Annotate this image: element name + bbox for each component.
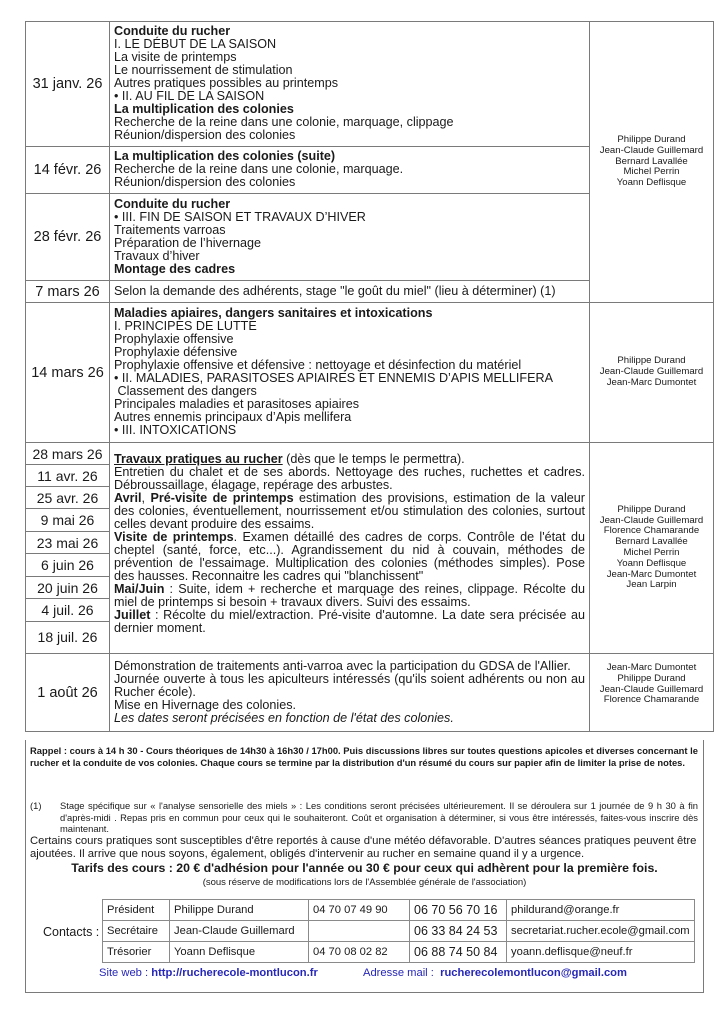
contact-email[interactable]: yoann.deflisque@neuf.fr [507, 942, 695, 963]
instructors-cell [590, 22, 714, 303]
instructor-name: Yoann Deflisque [616, 557, 687, 569]
course-line: Les dates seront précisées en fonction de l'état des colonies. [114, 710, 454, 725]
course-content [110, 654, 590, 732]
course-content [110, 147, 590, 194]
activity-label: Pré-visite de printemps [150, 491, 294, 505]
course-date: 7 mars 26 [26, 281, 110, 303]
practical-paragraph [114, 609, 585, 635]
course-line: I. PRINCIPES DE LUTTE [114, 319, 257, 333]
practical-date: 28 mars 26 [26, 443, 109, 465]
course-line: Conduite du rucher [114, 24, 231, 38]
contact-name: Philippe Durand [170, 900, 309, 921]
course-line: • III. FIN DE SAISON ET TRAVAUX D’HIVER [114, 209, 366, 224]
practical-dates [26, 443, 110, 654]
instructor-name: Bernard Lavallée [615, 155, 688, 167]
practical-date: 23 mai 26 [26, 532, 109, 554]
contacts-table [102, 899, 695, 963]
course-line: Montage des cadres [114, 261, 236, 276]
contact-name: Yoann Deflisque [170, 942, 309, 963]
instructor-name: Jean-Claude Guillemard [599, 514, 704, 526]
course-content [110, 281, 590, 303]
activity-label: Visite de printemps [114, 530, 234, 544]
instructor-name: Jean-Claude Guillemard [599, 144, 704, 156]
schedule-row [26, 654, 714, 732]
info-footer [25, 740, 704, 993]
course-line: Recherche de la reine dans une colonie, marquage, clippage [114, 115, 454, 129]
contact-role: Trésorier [103, 942, 170, 963]
pricing-text: Tarifs des cours : 20 € d'adhésion pour l'année ou 30 € pour ceux qui adhèrent pour la première fois. [71, 861, 658, 875]
website-link[interactable]: http://rucherecole-montlucon.fr [151, 967, 318, 979]
contact-phone: 04 70 07 49 90 [309, 900, 410, 921]
instructor-name: Jean-Claude Guillemard [599, 683, 704, 695]
month-label: Mai/Juin [114, 582, 165, 596]
contact-mobile: 06 88 74 50 84 [410, 942, 507, 963]
instructor-name: Jean-Claude Guillemard [599, 366, 704, 378]
contact-email[interactable]: phildurand@orange.fr [507, 900, 695, 921]
course-line: La multiplication des colonies [114, 102, 294, 116]
contact-mobile: 06 33 84 24 53 [410, 921, 507, 942]
course-line: Prophylaxie offensive [114, 332, 234, 346]
course-content [110, 22, 590, 147]
course-line: La multiplication des colonies (suite) [114, 149, 336, 163]
email-link[interactable]: rucherecolemontlucon@gmail.com [440, 967, 627, 979]
course-schedule-table [25, 21, 714, 732]
activity-text: estimation des provisions, estimation de la valeur des colonies, éventuellement, nourrissement et/ou stimulation des colonies, surtout celles devant produire des essaims. [114, 491, 586, 531]
email-address [363, 967, 627, 979]
contact-phone [309, 921, 410, 942]
course-line: Recherche de la reine dans une colonie, marquage. [114, 162, 404, 176]
instructor-name: Jean-Marc Dumontet [606, 568, 697, 580]
instructor-name: Philippe Durand [617, 134, 686, 145]
course-line: Classement des dangers [114, 384, 257, 398]
course-content [110, 303, 590, 443]
month-label: Avril [114, 491, 142, 505]
practical-row [26, 443, 714, 654]
course-line: Préparation de l’hivernage [114, 235, 262, 250]
practical-date: 11 avr. 26 [26, 465, 109, 487]
course-line: I. LE DÉBUT DE LA SAISON [114, 37, 277, 51]
practical-date: 4 juil. 26 [26, 599, 109, 622]
course-line: La visite de printemps [114, 50, 237, 64]
month-label: Juillet [114, 608, 151, 622]
course-line: Réunion/dispersion des colonies [114, 175, 296, 189]
course-line: • II. MALADIES, PARASITOSES APIAIRES ET ENNEMIS D’APIS MELLIFERA [114, 371, 554, 385]
activity-text: . Examen détaillé des cadres de corps. Contrôle de l'état du cheptel (santé, force, etc...). Agrandissement du nid à couvain, méthodes de prévention de l'essaimage. Multiplication des colonies (méthodes simples). Pose des hausses. Reconnaitre les cadres qui "blanchissent" [114, 530, 585, 583]
course-line: Mise en Hivernage des colonies. [114, 697, 297, 712]
instructors-cell [590, 654, 714, 732]
practical-paragraph [114, 583, 585, 609]
course-line: Réunion/dispersion des colonies [114, 128, 296, 142]
practical-paragraph: Entretien du chalet et de ses abords. Nettoyage des ruches, ruchettes et cadres. Débroussaillage, élagage, repérage des arbustes. [114, 465, 585, 492]
course-line: Autres pratiques possibles au printemps [114, 76, 339, 90]
instructor-name: Michel Perrin [623, 547, 680, 558]
email-label: Adresse mail : [363, 967, 441, 979]
practical-date: 9 mai 26 [26, 509, 109, 532]
contact-role: Secrétaire [103, 921, 170, 942]
practical-date: 18 juil. 26 [37, 629, 98, 645]
separator: , [141, 491, 151, 505]
contact-mobile: 06 70 56 70 16 [410, 900, 507, 921]
course-line: • II. AU FIL DE LA SAISON [114, 89, 265, 103]
course-line: Principales maladies et parasitoses apiaires [114, 397, 360, 411]
instructor-name: Philippe Durand [617, 355, 686, 367]
contact-row [103, 900, 695, 921]
practical-date: 25 avr. 26 [26, 487, 109, 509]
instructor-name: Jean-Marc Dumontet [606, 376, 697, 388]
contacts-label: Contacts : [43, 925, 100, 939]
contact-name: Jean-Claude Guillemard [170, 921, 309, 942]
footnote-number: (1) [30, 800, 42, 811]
course-line: Journée ouverte à tous les apiculteurs intéressés (qu'ils soient adhérents ou non au Rucher école). [114, 671, 585, 699]
activity-text: : Récolte du miel/extraction. Pré-visite d'automne. La date sera précisée au dernier moment. [114, 608, 585, 635]
instructor-name: Yoann Deflisque [616, 177, 687, 189]
course-content [110, 194, 590, 281]
practical-paragraph [114, 492, 585, 531]
contact-row [103, 942, 695, 963]
instructor-name: Florence Chamarande [603, 694, 700, 706]
course-line: Conduite du rucher [114, 196, 231, 211]
contact-email[interactable]: secretariat.rucher.ecole@gmail.com [507, 921, 695, 942]
instructor-name: Philippe Durand [617, 503, 686, 515]
activity-text: : Suite, idem + recherche et marquage des reines, clippage. Récolte du miel de printemps si besoin + travaux divers. Suivi des essaims. [114, 582, 585, 609]
course-date: 28 févr. 26 [26, 194, 110, 281]
course-line: Prophylaxie offensive et défensive : nettoyage et désinfection du matériel [114, 358, 522, 372]
contact-phone: 04 70 08 02 82 [309, 942, 410, 963]
course-date: 14 févr. 26 [26, 147, 110, 194]
instructor-name: Bernard Lavallée [615, 536, 688, 548]
contact-role: Président [103, 900, 170, 921]
instructor-name: Jean Larpin [626, 579, 677, 591]
course-line: Selon la demande des adhérents, stage "le goût du miel" (lieu à déterminer) (1) [114, 283, 556, 298]
course-date: 14 mars 26 [26, 303, 110, 443]
course-line: Le nourrissement de stimulation [114, 63, 293, 77]
course-line: Prophylaxie défensive [114, 345, 238, 359]
footnote-text: Stage spécifique sur « l'analyse sensorielle des miels » : Les conditions seront précisées ultérieurement. Il se déroulera sur 1 journée de 9 h 30 à fin d'après-midi . Repas pris en commun pour ceux qui le souhaiteront. Coût et organisation à déterminer, si vous être intéressés, faites-vous inscrire dès maintenant. [60, 800, 698, 834]
instructor-name: Florence Chamarande [603, 525, 700, 537]
instructors-cell [590, 443, 714, 654]
reminder-text: Rappel : cours à 14 h 30 - Cours théoriques de 14h30 à 16h30 / 17h00. Puis discussions libres sur toutes questions apicoles et diverses concernant le rucher et la conduite de vos colonies. Chaque cours se termine par la distribution d'un résumé du cours sur papier afin de limiter la prise de notes. [30, 745, 698, 769]
course-date: 1 août 26 [26, 654, 110, 732]
weather-notice: Certains cours pratiques sont susceptibles d'être reportés à cause d'une météo défavorable. D'autres séances pratiques peuvent être ajoutées. Il arrive que nous soyons, également, obligés d'intervenir au rucher en semaine quand il y a urgence. [30, 835, 697, 861]
course-line: • III. INTOXICATIONS [114, 423, 237, 437]
course-line: Travaux d’hiver [114, 248, 200, 263]
practical-title: Travaux pratiques au rucher [114, 452, 283, 466]
website [99, 967, 318, 979]
course-line: Traitements varroas [114, 222, 226, 237]
website-label: Site web : [99, 967, 152, 979]
practical-paragraph [114, 531, 585, 583]
course-date: 31 janv. 26 [26, 22, 110, 147]
course-line: Autres ennemis principaux d’Apis mellifera [114, 410, 352, 424]
contact-row [103, 921, 695, 942]
course-line: Démonstration de traitements anti-varroa avec la participation du GDSA de l'Allier. [114, 658, 571, 673]
instructors-cell [590, 303, 714, 443]
instructor-name: Philippe Durand [617, 672, 686, 684]
practical-content [110, 443, 590, 654]
instructor-name: Jean-Marc Dumontet [606, 662, 697, 673]
pricing-note: (sous réserve de modifications lors de l'Assemblée générale de l'association) [202, 877, 527, 888]
schedule-row [26, 303, 714, 443]
course-line: Maladies apiaires, dangers sanitaires et intoxications [114, 306, 433, 320]
practical-title-suffix: (dès que le temps le permettra). [282, 452, 465, 466]
footnote [30, 800, 698, 835]
schedule-row [26, 22, 714, 147]
practical-date: 20 juin 26 [26, 577, 109, 599]
instructor-name: Michel Perrin [623, 166, 680, 178]
practical-date: 6 juin 26 [26, 554, 109, 577]
